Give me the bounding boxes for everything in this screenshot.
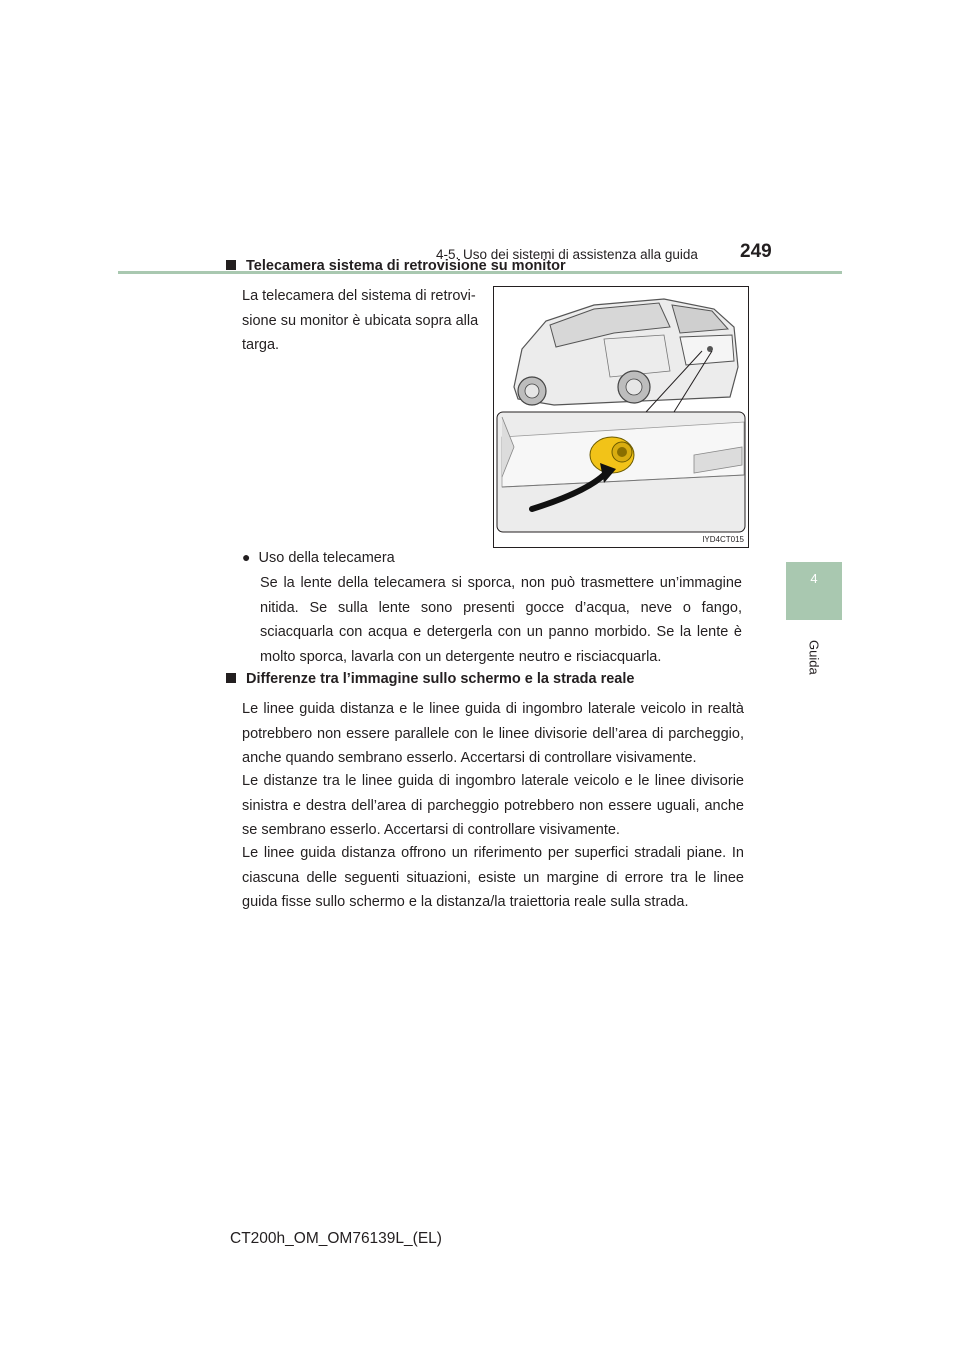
camera-location-figure	[493, 286, 749, 548]
round-bullet-icon: ●	[242, 549, 251, 565]
chapter-label: Guida	[806, 640, 822, 675]
bullet-camera-use-text: Se la lente della telecamera si sporca, non può trasmettere un’immagine nitida. Se sulla lente sono presenti gocce d’acqua, neve o fango, sciacquarla con acqua e detergerla con un panno morbido. Se la lente è molto sporca, lavarla con un detergente neutro e risciacquarla.	[260, 575, 742, 665]
differences-paragraph-1: Le linee guida distanza e le linee guida di ingombro laterale veicolo in realtà potrebbero non essere parallele con le linee divisorie dell’area di parcheggio, anche quando sembrano esserlo. Accertarsi di controllare visivamente.	[242, 701, 744, 766]
footer-document-code: CT200h_OM_OM76139L_(EL)	[230, 1230, 442, 1247]
figure-code: IYD4CT015	[702, 535, 744, 544]
section-heading-differences-text: Differenze tra l’immagine sullo schermo e la strada reale	[246, 671, 635, 687]
section-heading-camera-text: Telecamera sistema di retrovisione su monitor	[246, 258, 566, 274]
camera-intro-line: targa.	[242, 337, 280, 353]
camera-intro-line: La telecamera del sistema di retrovi-	[242, 288, 476, 304]
bullet-camera-use-title: Uso della telecamera	[258, 550, 395, 566]
car-rear-illustration	[494, 287, 748, 547]
differences-paragraph-3: Le linee guida distanza offrono un riferimento per superfici stradali piane. In ciascuna delle seguenti situazioni, esiste un margine di errore tra le linee guida fisse sullo schermo e la distanza/la traiettoria reale sulla strada.	[242, 845, 744, 910]
bullet-camera-use	[242, 549, 395, 566]
square-bullet-icon	[226, 260, 236, 270]
chapter-number: 4	[810, 571, 818, 586]
page-number: 249	[740, 241, 772, 262]
header-section-title: 4-5. Uso dei sistemi di assistenza alla guida	[436, 247, 698, 262]
section-heading-camera	[226, 258, 566, 274]
camera-intro	[242, 284, 482, 358]
section-heading-differences	[226, 671, 634, 687]
camera-intro-line: sione su monitor è ubicata sopra alla	[242, 312, 479, 329]
differences-paragraph-2: Le distanze tra le linee guida di ingombro laterale veicolo e le linee divisorie sinistra e destra dell’area di parcheggio potrebbero non essere uguali, anche se sembrano esserlo. Accertarsi di controllare visivamente.	[242, 773, 744, 838]
square-bullet-icon	[226, 673, 236, 683]
